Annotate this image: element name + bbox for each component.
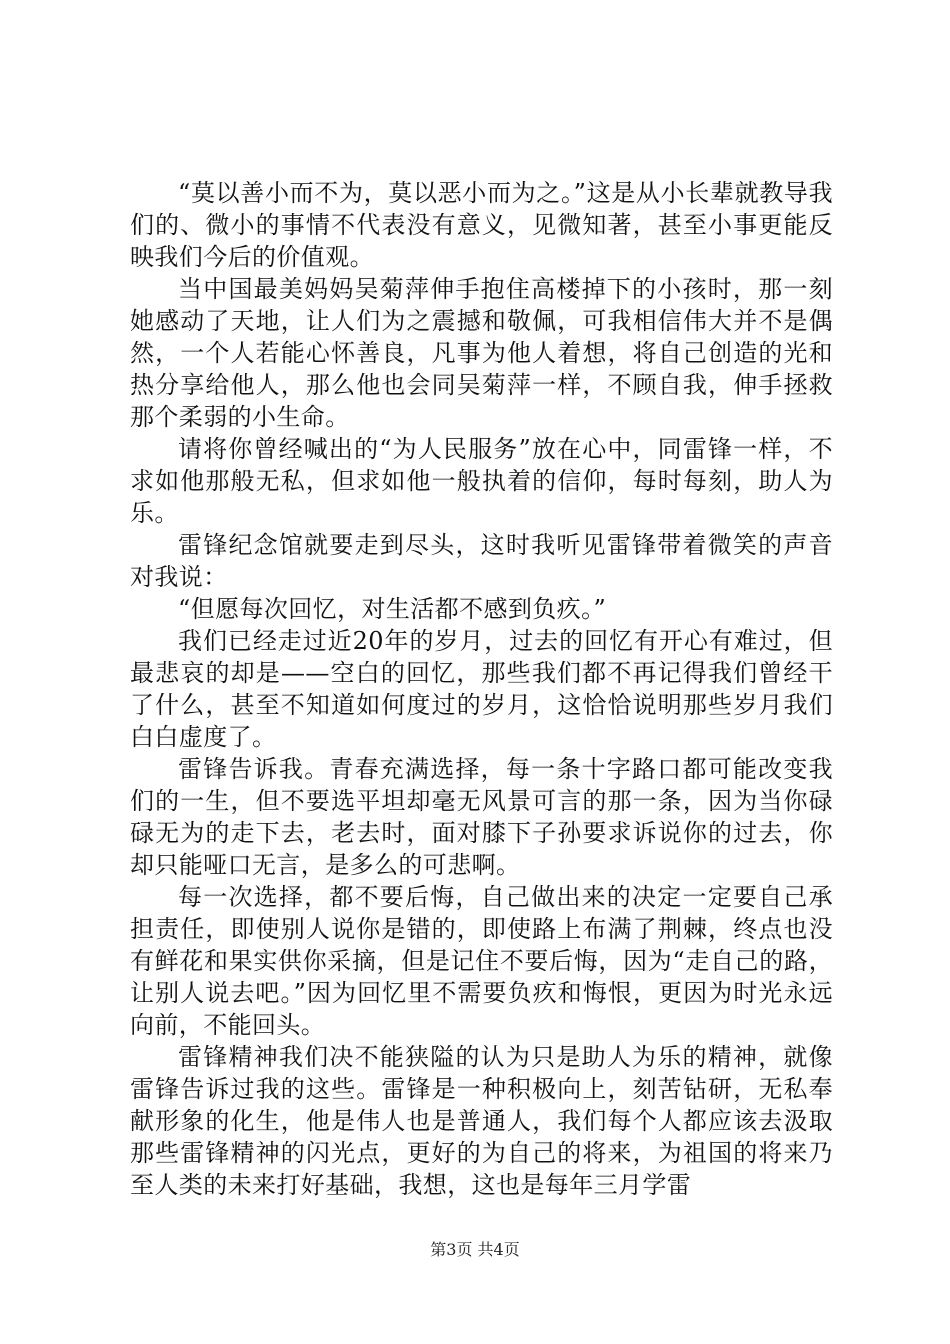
paragraph-9: 雷锋精神我们决不能狭隘的认为只是助人为乐的精神，就像雷锋告诉过我的这些。雷锋是一种积极向上，刻苦钻研，无私奉献形象的化生，他是伟人也是普通人，我们每个人都应该去汲取那些雷锋精神的闪光点，更好的为自己的将来，为祖国的将来乃至人类的未来打好基础，我想，这也是每年三月学雷 <box>130 1043 833 1199</box>
paragraph-3: 请将你曾经喊出的“为人民服务”放在心中，同雷锋一样，不求如他那般无私，但求如他一般执着的信仰，每时每刻，助人为乐。 <box>130 435 833 527</box>
paragraph-5-quote: “但愿每次回忆，对生活都不感到负疚。” <box>178 595 607 623</box>
paragraph-4: 雷锋纪念馆就要走到尽头，这时我听见雷锋带着微笑的声音对我说： <box>130 531 833 591</box>
page-number: 第3页 共4页 <box>430 1240 520 1259</box>
document-body <box>130 177 833 1201</box>
paragraph-8: 每一次选择，都不要后悔，自己做出来的决定一定要自己承担责任，即使别人说你是错的，即使路上布满了荆棘，终点也没有鲜花和果实供你采摘，但是记住不要后悔，因为“走自己的路，让别人说去吧。”因为回忆里不需要负疚和悔恨，更因为时光永远向前，不能回头。 <box>130 883 833 1039</box>
paragraph-2: 当中国最美妈妈吴菊萍伸手抱住高楼掉下的小孩时，那一刻她感动了天地，让人们为之震撼和敬佩，可我相信伟大并不是偶然，一个人若能心怀善良，凡事为他人着想，将自己创造的光和热分享给他人，那么他也会同吴菊萍一样，不顾自我，伸手拯救那个柔弱的小生命。 <box>130 275 833 431</box>
page-footer <box>0 1240 950 1260</box>
paragraph-7: 雷锋告诉我。青春充满选择，每一条十字路口都可能改变我们的一生，但不要选平坦却毫无风景可言的那一条，因为当你碌碌无为的走下去，老去时，面对膝下子孙要求诉说你的过去，你却只能哑口无言，是多么的可悲啊。 <box>130 755 833 879</box>
paragraph-6: 我们已经走过近20年的岁月，过去的回忆有开心有难过，但最悲哀的却是——空白的回忆，那些我们都不再记得我们曾经干了什么，甚至不知道如何度过的岁月，这恰恰说明那些岁月我们白白虚度了。 <box>130 627 833 751</box>
paragraph-1: “莫以善小而不为，莫以恶小而为之。”这是从小长辈就教导我们的、微小的事情不代表没有意义，见微知著，甚至小事更能反映我们今后的价值观。 <box>130 179 833 271</box>
